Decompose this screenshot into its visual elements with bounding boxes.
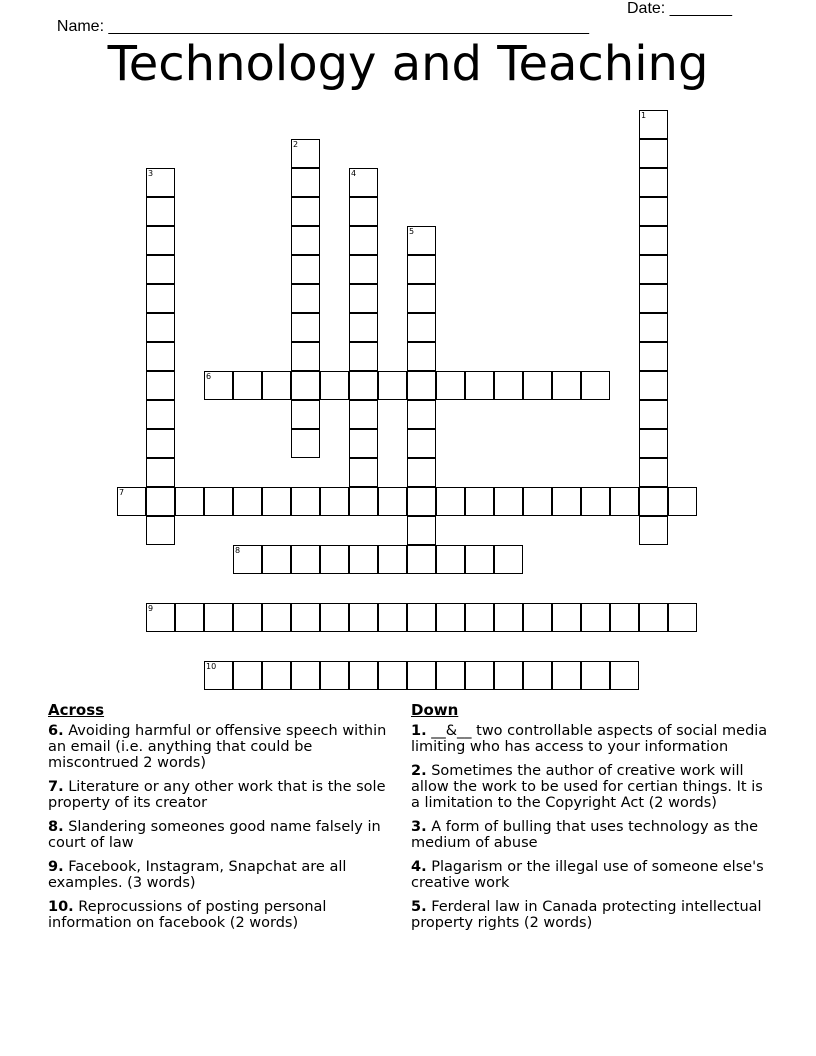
crossword-cell[interactable] xyxy=(639,139,668,168)
crossword-cell[interactable] xyxy=(494,661,523,690)
crossword-cell[interactable] xyxy=(494,603,523,632)
crossword-cell[interactable] xyxy=(349,197,378,226)
crossword-cell[interactable] xyxy=(552,371,581,400)
crossword-cell[interactable] xyxy=(639,313,668,342)
crossword-cell[interactable] xyxy=(465,371,494,400)
clue-number: 7. xyxy=(48,779,64,795)
clue-number: 9. xyxy=(48,859,64,875)
crossword-cell[interactable] xyxy=(639,371,668,400)
crossword-cell[interactable] xyxy=(639,197,668,226)
crossword-cell[interactable] xyxy=(349,458,378,487)
crossword-cell[interactable] xyxy=(639,458,668,487)
crossword-cell[interactable] xyxy=(407,516,436,545)
crossword-cell[interactable] xyxy=(262,661,291,690)
crossword-cell[interactable] xyxy=(523,603,552,632)
crossword-cell[interactable] xyxy=(349,603,378,632)
crossword-cell[interactable] xyxy=(436,661,465,690)
crossword-cell[interactable] xyxy=(349,255,378,284)
clue-text: Sometimes the author of creative work will allow the work to be used for certian things. It is a limitation to the Copyright Act (2 words) xyxy=(411,763,763,811)
clue-number: 10. xyxy=(48,899,74,915)
crossword-cell[interactable] xyxy=(552,661,581,690)
crossword-cell[interactable] xyxy=(639,255,668,284)
clue-number-label: 7 xyxy=(119,488,125,497)
crossword-cell[interactable] xyxy=(349,400,378,429)
crossword-cell[interactable] xyxy=(146,284,175,313)
crossword-cell[interactable] xyxy=(349,168,378,197)
crossword-cell[interactable] xyxy=(610,661,639,690)
crossword-cell[interactable] xyxy=(610,487,639,516)
crossword-cell[interactable] xyxy=(639,603,668,632)
crossword-cell[interactable] xyxy=(291,545,320,574)
crossword-cell[interactable] xyxy=(146,487,175,516)
crossword-cell[interactable] xyxy=(378,661,407,690)
crossword-cell[interactable] xyxy=(581,487,610,516)
crossword-cell[interactable] xyxy=(639,226,668,255)
crossword-cell[interactable] xyxy=(436,487,465,516)
clue-across-8 xyxy=(48,819,393,851)
crossword-cell[interactable] xyxy=(407,661,436,690)
clue-text: Plagarism or the illegal use of someone else's creative work xyxy=(411,859,764,891)
crossword-cell[interactable] xyxy=(639,284,668,313)
crossword-cell[interactable] xyxy=(233,371,262,400)
clue-text: Ferderal law in Canada protecting intellectual property rights (2 words) xyxy=(411,899,762,931)
crossword-cell[interactable] xyxy=(204,661,233,690)
crossword-cell[interactable] xyxy=(639,516,668,545)
name-field[interactable]: Name: ______________________________________________________ xyxy=(56,18,589,35)
crossword-cell[interactable] xyxy=(262,603,291,632)
clue-text: __&__ two controllable aspects of social media limiting who has access to your information xyxy=(411,723,768,755)
crossword-cell[interactable] xyxy=(639,342,668,371)
crossword-cell[interactable] xyxy=(378,371,407,400)
crossword-cell[interactable] xyxy=(639,110,668,139)
crossword-cell[interactable] xyxy=(175,603,204,632)
crossword-cell[interactable] xyxy=(320,371,349,400)
crossword-cell[interactable] xyxy=(349,371,378,400)
crossword-cell[interactable] xyxy=(146,458,175,487)
crossword-cell[interactable] xyxy=(639,168,668,197)
crossword-cell[interactable] xyxy=(146,168,175,197)
crossword-cell[interactable] xyxy=(117,487,146,516)
crossword-cell[interactable] xyxy=(378,487,407,516)
crossword-cell[interactable] xyxy=(262,487,291,516)
crossword-cell[interactable] xyxy=(291,400,320,429)
crossword-cell[interactable] xyxy=(639,400,668,429)
clue-number-label: 1 xyxy=(641,111,647,120)
crossword-cell[interactable] xyxy=(639,429,668,458)
crossword-cell[interactable] xyxy=(465,661,494,690)
crossword-cell[interactable] xyxy=(320,487,349,516)
crossword-cell[interactable] xyxy=(262,371,291,400)
crossword-cell[interactable] xyxy=(378,545,407,574)
crossword-cell[interactable] xyxy=(291,487,320,516)
crossword-cell[interactable] xyxy=(407,487,436,516)
crossword-cell[interactable] xyxy=(581,371,610,400)
crossword-cell[interactable] xyxy=(349,313,378,342)
across-heading: Across xyxy=(48,701,105,719)
crossword-cell[interactable] xyxy=(465,545,494,574)
clue-number-label: 5 xyxy=(409,227,415,236)
clue-text: A form of bulling that uses technology as the medium of abuse xyxy=(411,819,759,851)
clue-number: 8. xyxy=(48,819,64,835)
crossword-cell[interactable] xyxy=(465,603,494,632)
clue-number-label: 3 xyxy=(148,169,154,178)
clue-across-6 xyxy=(48,723,393,771)
crossword-cell[interactable] xyxy=(436,545,465,574)
crossword-cell[interactable] xyxy=(523,487,552,516)
crossword-cell[interactable] xyxy=(668,603,697,632)
clue-down-5 xyxy=(411,899,771,931)
crossword-cell[interactable] xyxy=(291,168,320,197)
crossword-cell[interactable] xyxy=(291,661,320,690)
crossword-cell[interactable] xyxy=(146,603,175,632)
crossword-cell[interactable] xyxy=(349,661,378,690)
crossword-cell[interactable] xyxy=(233,487,262,516)
crossword-cell[interactable] xyxy=(146,516,175,545)
page-title: Technology and Teaching xyxy=(107,36,709,92)
crossword-cell[interactable] xyxy=(407,342,436,371)
crossword-cell[interactable] xyxy=(407,603,436,632)
crossword-cell[interactable] xyxy=(320,603,349,632)
crossword-cell[interactable] xyxy=(349,487,378,516)
crossword-cell[interactable] xyxy=(146,197,175,226)
crossword-cell[interactable] xyxy=(291,226,320,255)
clue-number: 2. xyxy=(411,763,427,779)
crossword-cell[interactable] xyxy=(233,545,262,574)
clue-number: 6. xyxy=(48,723,64,739)
crossword-cell[interactable] xyxy=(291,603,320,632)
crossword-cell[interactable] xyxy=(291,197,320,226)
crossword-cell[interactable] xyxy=(146,400,175,429)
crossword-cell[interactable] xyxy=(494,371,523,400)
crossword-cell[interactable] xyxy=(146,429,175,458)
clue-across-9 xyxy=(48,859,393,891)
crossword-cell[interactable] xyxy=(407,255,436,284)
crossword-cell[interactable] xyxy=(378,603,407,632)
crossword-cell[interactable] xyxy=(349,284,378,313)
crossword-cell[interactable] xyxy=(581,661,610,690)
across-clues xyxy=(48,701,393,939)
crossword-cell[interactable] xyxy=(146,371,175,400)
crossword-cell[interactable] xyxy=(407,284,436,313)
crossword-cell[interactable] xyxy=(349,342,378,371)
crossword-cell[interactable] xyxy=(494,487,523,516)
crossword-cell[interactable] xyxy=(291,342,320,371)
crossword-cell[interactable] xyxy=(407,226,436,255)
crossword-cell[interactable] xyxy=(146,255,175,284)
crossword-cell[interactable] xyxy=(436,603,465,632)
crossword-cell[interactable] xyxy=(465,487,494,516)
crossword-cell[interactable] xyxy=(407,458,436,487)
clue-number-label: 8 xyxy=(235,546,241,555)
crossword-cell[interactable] xyxy=(291,139,320,168)
crossword-cell[interactable] xyxy=(552,603,581,632)
crossword-cell[interactable] xyxy=(523,661,552,690)
clue-number-label: 4 xyxy=(351,169,357,178)
clue-number: 1. xyxy=(411,723,427,739)
clue-text: Literature or any other work that is the sole property of its creator xyxy=(48,779,386,811)
clue-number: 4. xyxy=(411,859,427,875)
clue-number-label: 2 xyxy=(293,140,299,149)
crossword-cell[interactable] xyxy=(407,400,436,429)
clue-number-label: 10 xyxy=(206,662,217,671)
crossword-cell[interactable] xyxy=(349,545,378,574)
crossword-cell[interactable] xyxy=(320,545,349,574)
clue-text: Slandering someones good name falsely in court of law xyxy=(48,819,381,851)
crossword-cell[interactable] xyxy=(407,371,436,400)
down-clues xyxy=(411,701,771,939)
crossword-cell[interactable] xyxy=(407,313,436,342)
crossword-cell[interactable] xyxy=(494,545,523,574)
crossword-cell[interactable] xyxy=(581,603,610,632)
crossword-cell[interactable] xyxy=(407,545,436,574)
crossword-cell[interactable] xyxy=(146,342,175,371)
date-field[interactable]: Date: _______ xyxy=(627,0,732,17)
crossword-cell[interactable] xyxy=(233,603,262,632)
clue-number-label: 6 xyxy=(206,372,212,381)
crossword-cell[interactable] xyxy=(262,545,291,574)
clue-down-1 xyxy=(411,723,771,755)
crossword-cell[interactable] xyxy=(291,284,320,313)
clue-text: Reprocussions of posting personal information on facebook (2 words) xyxy=(48,899,327,931)
clue-number: 5. xyxy=(411,899,427,915)
crossword-cell[interactable] xyxy=(668,487,697,516)
crossword-cell[interactable] xyxy=(291,429,320,458)
crossword-cell[interactable] xyxy=(291,371,320,400)
crossword-cell[interactable] xyxy=(291,255,320,284)
crossword-cell[interactable] xyxy=(639,487,668,516)
crossword-cell[interactable] xyxy=(233,661,262,690)
crossword-cell[interactable] xyxy=(146,313,175,342)
clue-number-label: 9 xyxy=(148,604,154,613)
crossword-cell[interactable] xyxy=(320,661,349,690)
clue-down-4 xyxy=(411,859,771,891)
clue-down-2 xyxy=(411,763,771,811)
clue-text: Facebook, Instagram, Snapchat are all examples. (3 words) xyxy=(48,859,347,891)
crossword-cell[interactable] xyxy=(610,603,639,632)
crossword-cell[interactable] xyxy=(204,603,233,632)
crossword-cell[interactable] xyxy=(349,226,378,255)
crossword-cell[interactable] xyxy=(523,371,552,400)
crossword-cell[interactable] xyxy=(407,429,436,458)
crossword-cell[interactable] xyxy=(146,226,175,255)
crossword-cell[interactable] xyxy=(552,487,581,516)
crossword-cell[interactable] xyxy=(291,313,320,342)
crossword-cell[interactable] xyxy=(204,371,233,400)
clue-across-7 xyxy=(48,779,393,811)
crossword-cell[interactable] xyxy=(204,487,233,516)
crossword-cell[interactable] xyxy=(436,371,465,400)
down-heading: Down xyxy=(411,701,459,719)
clue-across-10 xyxy=(48,899,393,931)
crossword-cell[interactable] xyxy=(175,487,204,516)
crossword-cell[interactable] xyxy=(349,429,378,458)
clue-down-3 xyxy=(411,819,771,851)
clue-number: 3. xyxy=(411,819,427,835)
clue-text: Avoiding harmful or offensive speech within an email (i.e. anything that could be miscontrued 2 words) xyxy=(48,723,387,771)
